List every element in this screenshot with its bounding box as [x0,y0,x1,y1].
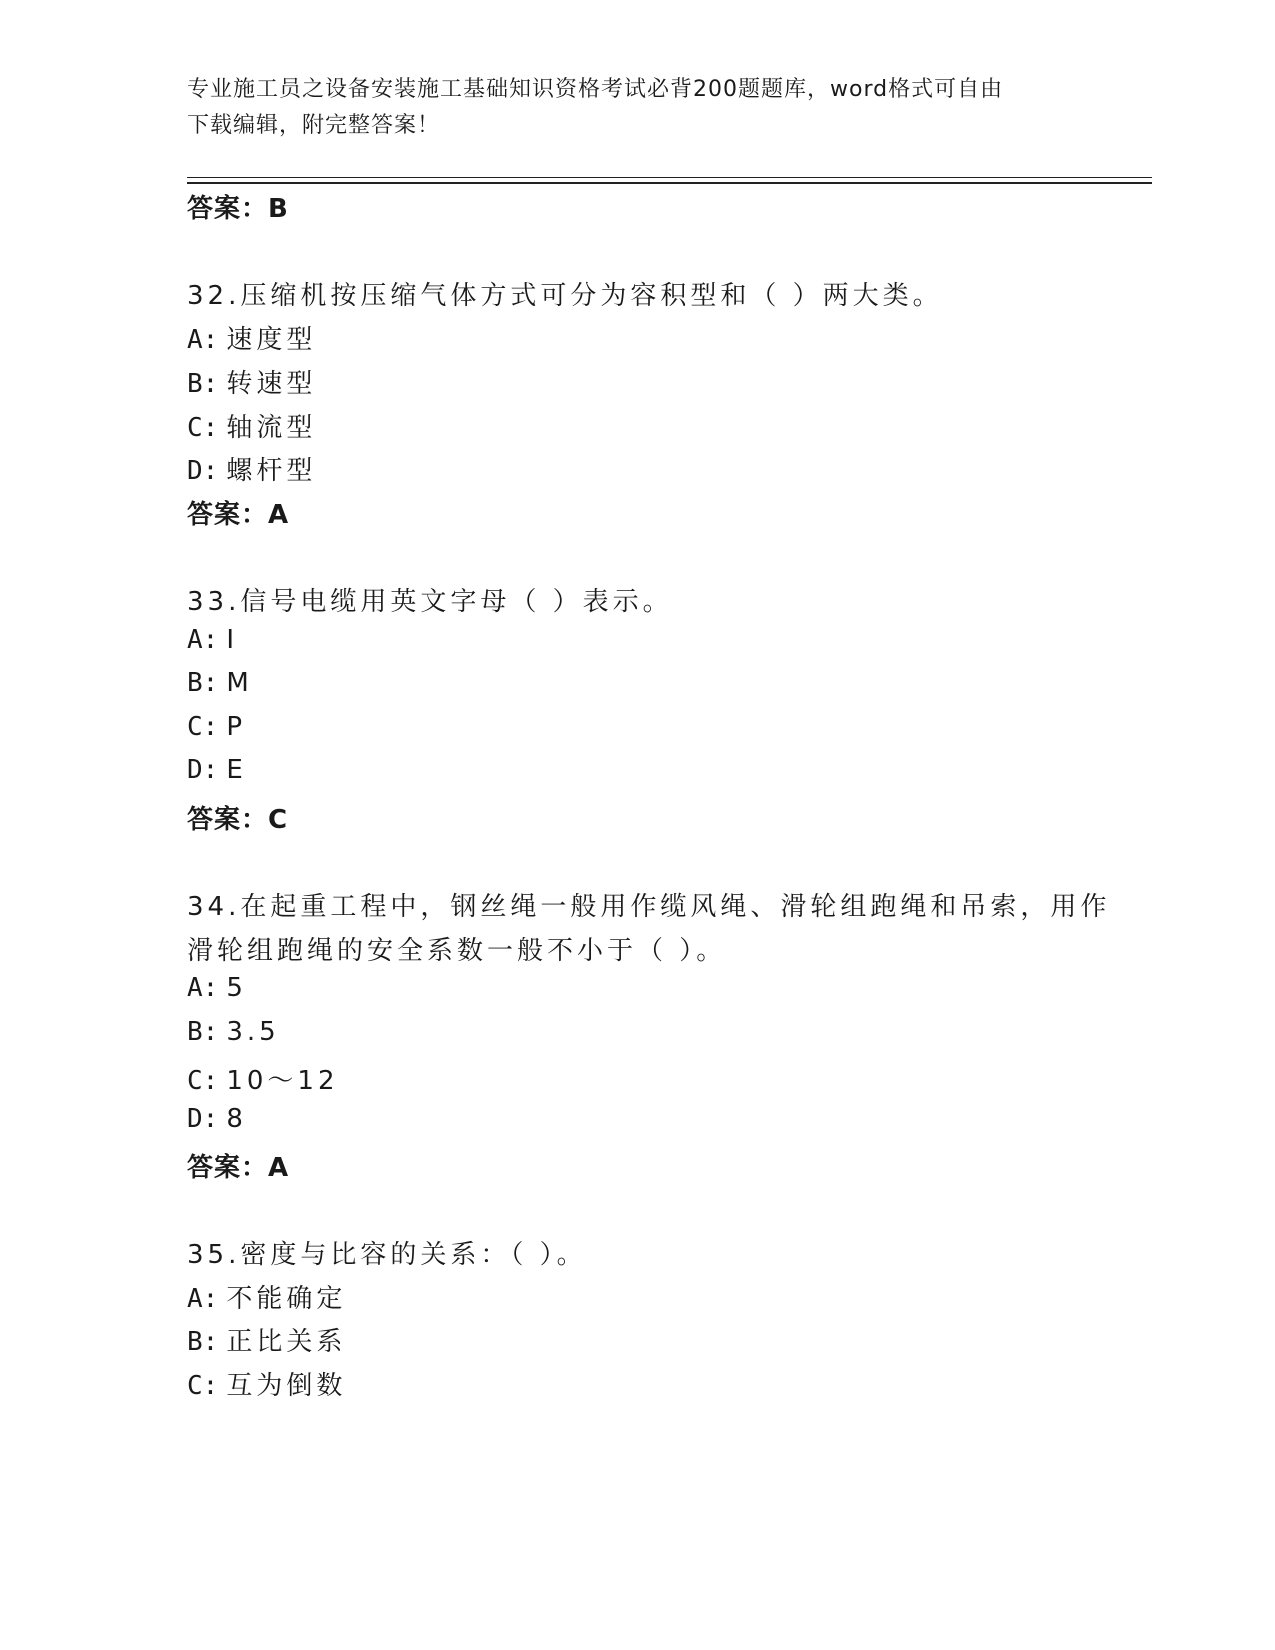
question-34-stem-line-1: 34.在起重工程中，钢丝绳一般用作缆风绳、滑轮组跑绳和吊索，用作 [187,892,1111,922]
option-key: D: [187,456,219,486]
option-text: P [226,712,246,742]
question-33-answer: 答案：C [187,805,289,835]
option-key: C: [187,413,219,443]
question-32-option-a [187,319,316,356]
question-35-option-c [187,1365,346,1402]
option-text: 转速型 [226,369,317,399]
option-text: 互为倒数 [226,1371,347,1401]
option-key: B: [187,1017,219,1047]
option-key: B: [187,668,219,698]
option-text: E [226,755,247,785]
question-34-option-d [187,1104,247,1134]
option-key: C: [187,1371,219,1401]
document-header [187,72,1087,144]
header-rule-thin [187,177,1152,178]
option-text: 8 [226,1104,247,1134]
question-34-option-b [187,1017,280,1047]
option-text: 轴流型 [226,413,317,443]
question-35-option-a [187,1278,346,1315]
option-text: 10～12 [226,1066,339,1096]
question-32-stem: 32.压缩机按压缩气体方式可分为容积型和（ ）两大类。 [187,281,943,311]
option-text: 3.5 [226,1017,280,1047]
question-32-option-d [187,450,316,487]
question-35-option-b [187,1321,346,1358]
option-key: C: [187,1066,219,1096]
question-33-stem: 33.信号电缆用英文字母（ ）表示。 [187,587,673,617]
question-34-option-a [187,973,247,1003]
option-key: A: [187,1284,219,1314]
option-key: A: [187,973,219,1003]
question-32-answer: 答案：A [187,500,290,530]
question-35-stem: 35.密度与比容的关系：（ ）。 [187,1240,587,1270]
header-line-2: 下载编辑，附完整答案！ [187,113,441,138]
option-text: M [226,668,253,698]
option-key: A: [187,625,219,655]
option-text: 不能确定 [226,1284,347,1314]
option-key: B: [187,1327,219,1357]
question-33-option-a [187,625,238,655]
option-text: 正比关系 [226,1327,347,1357]
option-key: A: [187,325,219,355]
previous-answer: 答案：B [187,194,289,224]
option-key: D: [187,755,219,785]
option-text: I [226,625,238,655]
option-text: 螺杆型 [226,456,317,486]
question-34-answer: 答案：A [187,1153,290,1183]
question-33-option-d [187,755,247,785]
option-text: 速度型 [226,325,317,355]
option-key: C: [187,712,219,742]
option-key: B: [187,369,219,399]
option-key: D: [187,1104,219,1134]
question-33-option-b [187,668,253,698]
question-32-option-c [187,407,316,444]
header-line-1: 专业施工员之设备安装施工基础知识资格考试必背200题题库，word格式可自由 [187,77,1004,102]
option-text: 5 [226,973,247,1003]
header-rule-thick [187,182,1152,184]
question-34-option-c [187,1060,338,1097]
question-32-option-b [187,363,316,400]
question-34-stem-line-2: 滑轮组跑绳的安全系数一般不小于（ ）。 [187,936,727,966]
question-33-option-c [187,712,246,742]
